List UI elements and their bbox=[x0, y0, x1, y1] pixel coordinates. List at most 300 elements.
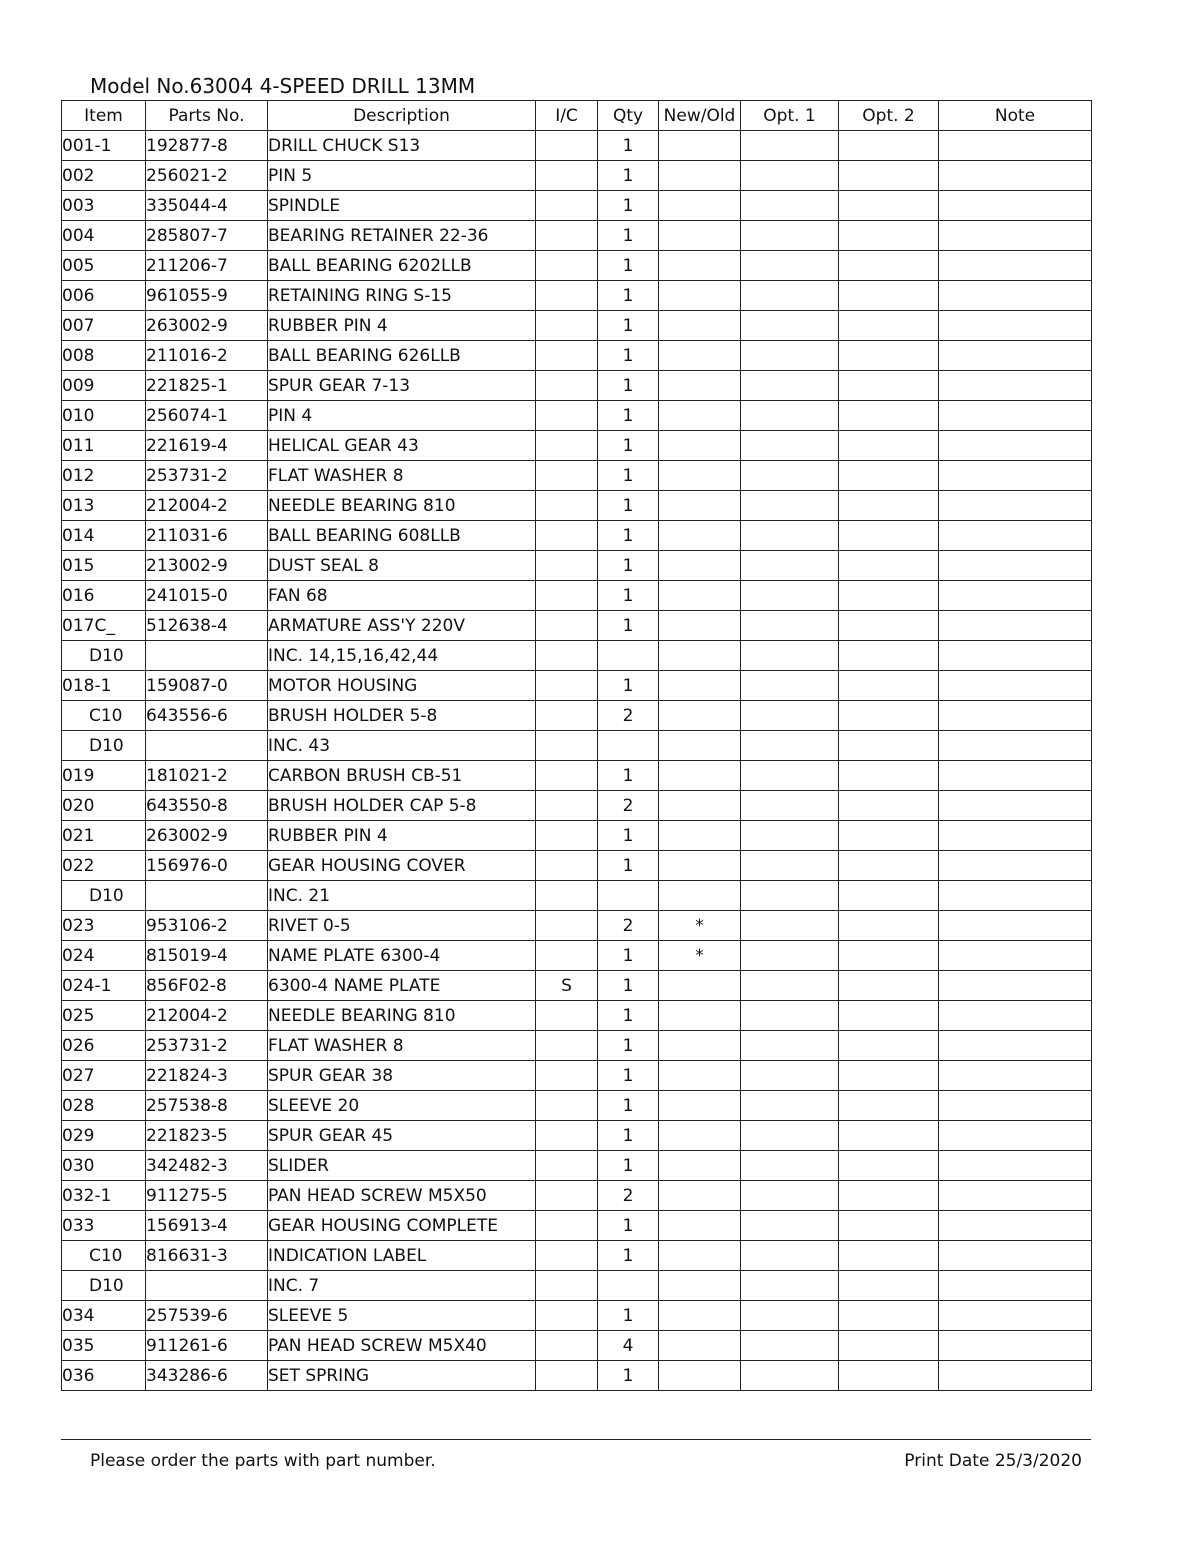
cell-parts-no: 343286-6 bbox=[146, 1361, 268, 1391]
cell-ic bbox=[536, 821, 598, 851]
cell-new-old bbox=[659, 131, 741, 161]
cell-ic bbox=[536, 371, 598, 401]
table-row bbox=[62, 461, 1092, 491]
footer-order-note: Please order the parts with part number. bbox=[90, 1451, 436, 1471]
cell-opt2 bbox=[839, 791, 939, 821]
cell-opt1 bbox=[741, 1331, 839, 1361]
cell-opt1 bbox=[741, 1271, 839, 1301]
table-header bbox=[62, 101, 1092, 131]
cell-item: 007 bbox=[62, 311, 146, 341]
cell-item: 002 bbox=[62, 161, 146, 191]
cell-qty: 1 bbox=[598, 431, 659, 461]
cell-opt1 bbox=[741, 971, 839, 1001]
cell-new-old bbox=[659, 1181, 741, 1211]
cell-opt1 bbox=[741, 491, 839, 521]
cell-note bbox=[939, 911, 1092, 941]
table-row bbox=[62, 491, 1092, 521]
footer-divider bbox=[61, 1439, 1091, 1440]
cell-qty: 1 bbox=[598, 671, 659, 701]
cell-parts-no: 156913-4 bbox=[146, 1211, 268, 1241]
cell-note bbox=[939, 251, 1092, 281]
cell-item: 017C_ bbox=[62, 611, 146, 641]
table-row bbox=[62, 581, 1092, 611]
table-row bbox=[62, 311, 1092, 341]
cell-new-old bbox=[659, 731, 741, 761]
cell-note bbox=[939, 1001, 1092, 1031]
cell-opt2 bbox=[839, 1121, 939, 1151]
cell-note bbox=[939, 131, 1092, 161]
table-row bbox=[62, 851, 1092, 881]
cell-ic bbox=[536, 431, 598, 461]
cell-new-old bbox=[659, 1271, 741, 1301]
table-row bbox=[62, 671, 1092, 701]
cell-opt1 bbox=[741, 791, 839, 821]
cell-opt2 bbox=[839, 701, 939, 731]
cell-qty: 1 bbox=[598, 341, 659, 371]
cell-opt2 bbox=[839, 131, 939, 161]
cell-new-old bbox=[659, 1151, 741, 1181]
cell-parts-no: 856F02-8 bbox=[146, 971, 268, 1001]
cell-ic bbox=[536, 1331, 598, 1361]
cell-item: 024 bbox=[62, 941, 146, 971]
cell-note bbox=[939, 761, 1092, 791]
cell-new-old bbox=[659, 1091, 741, 1121]
cell-qty: 1 bbox=[598, 281, 659, 311]
cell-item: 011 bbox=[62, 431, 146, 461]
cell-item: 003 bbox=[62, 191, 146, 221]
cell-item: 001-1 bbox=[62, 131, 146, 161]
table-row bbox=[62, 1211, 1092, 1241]
cell-description: NAME PLATE 6300-4 bbox=[268, 941, 536, 971]
cell-opt1 bbox=[741, 731, 839, 761]
cell-qty: 1 bbox=[598, 191, 659, 221]
table-row bbox=[62, 1241, 1092, 1271]
cell-parts-no: 911261-6 bbox=[146, 1331, 268, 1361]
cell-ic bbox=[536, 461, 598, 491]
cell-description: SET SPRING bbox=[268, 1361, 536, 1391]
cell-opt2 bbox=[839, 881, 939, 911]
cell-note bbox=[939, 371, 1092, 401]
cell-opt1 bbox=[741, 251, 839, 281]
table-row bbox=[62, 221, 1092, 251]
cell-qty: 1 bbox=[598, 1001, 659, 1031]
cell-description: PAN HEAD SCREW M5X40 bbox=[268, 1331, 536, 1361]
cell-ic bbox=[536, 281, 598, 311]
table-row bbox=[62, 1271, 1092, 1301]
cell-ic bbox=[536, 401, 598, 431]
table-row bbox=[62, 1181, 1092, 1211]
cell-ic bbox=[536, 761, 598, 791]
cell-note bbox=[939, 1211, 1092, 1241]
cell-note bbox=[939, 701, 1092, 731]
cell-note bbox=[939, 431, 1092, 461]
cell-opt2 bbox=[839, 611, 939, 641]
cell-new-old bbox=[659, 431, 741, 461]
cell-opt1 bbox=[741, 1001, 839, 1031]
cell-item: 035 bbox=[62, 1331, 146, 1361]
cell-new-old bbox=[659, 221, 741, 251]
cell-ic bbox=[536, 341, 598, 371]
cell-qty: 1 bbox=[598, 1151, 659, 1181]
cell-ic bbox=[536, 851, 598, 881]
cell-description: BALL BEARING 608LLB bbox=[268, 521, 536, 551]
cell-new-old bbox=[659, 191, 741, 221]
cell-opt1 bbox=[741, 941, 839, 971]
cell-opt1 bbox=[741, 281, 839, 311]
cell-description: PAN HEAD SCREW M5X50 bbox=[268, 1181, 536, 1211]
cell-description: DRILL CHUCK S13 bbox=[268, 131, 536, 161]
cell-opt2 bbox=[839, 821, 939, 851]
cell-item: 032-1 bbox=[62, 1181, 146, 1211]
cell-item: 004 bbox=[62, 221, 146, 251]
cell-opt1 bbox=[741, 1121, 839, 1151]
cell-parts-no: 181021-2 bbox=[146, 761, 268, 791]
cell-opt1 bbox=[741, 1031, 839, 1061]
cell-description: PIN 4 bbox=[268, 401, 536, 431]
cell-opt2 bbox=[839, 221, 939, 251]
table-row bbox=[62, 701, 1092, 731]
cell-note bbox=[939, 1151, 1092, 1181]
cell-note bbox=[939, 311, 1092, 341]
cell-opt2 bbox=[839, 191, 939, 221]
cell-qty: 1 bbox=[598, 821, 659, 851]
cell-item: D10 bbox=[62, 731, 146, 761]
cell-qty: 1 bbox=[598, 461, 659, 491]
cell-opt2 bbox=[839, 1361, 939, 1391]
cell-item: 026 bbox=[62, 1031, 146, 1061]
cell-ic bbox=[536, 191, 598, 221]
table-row bbox=[62, 1361, 1092, 1391]
cell-parts-no: 156976-0 bbox=[146, 851, 268, 881]
cell-note bbox=[939, 1361, 1092, 1391]
cell-note bbox=[939, 881, 1092, 911]
cell-description: BALL BEARING 6202LLB bbox=[268, 251, 536, 281]
cell-parts-no: 211031-6 bbox=[146, 521, 268, 551]
cell-opt2 bbox=[839, 851, 939, 881]
cell-note bbox=[939, 731, 1092, 761]
header-opt2: Opt. 2 bbox=[839, 101, 939, 131]
cell-opt1 bbox=[741, 521, 839, 551]
cell-description: BALL BEARING 626LLB bbox=[268, 341, 536, 371]
cell-note bbox=[939, 791, 1092, 821]
cell-parts-no: 263002-9 bbox=[146, 311, 268, 341]
cell-new-old bbox=[659, 611, 741, 641]
cell-item: 008 bbox=[62, 341, 146, 371]
table-row bbox=[62, 1061, 1092, 1091]
cell-opt2 bbox=[839, 251, 939, 281]
cell-qty: 1 bbox=[598, 401, 659, 431]
cell-description: BRUSH HOLDER 5-8 bbox=[268, 701, 536, 731]
cell-qty: 1 bbox=[598, 251, 659, 281]
cell-new-old bbox=[659, 281, 741, 311]
cell-opt1 bbox=[741, 1091, 839, 1121]
cell-qty bbox=[598, 641, 659, 671]
cell-new-old bbox=[659, 821, 741, 851]
cell-opt1 bbox=[741, 671, 839, 701]
cell-opt1 bbox=[741, 761, 839, 791]
cell-description: FLAT WASHER 8 bbox=[268, 461, 536, 491]
cell-description: INC. 7 bbox=[268, 1271, 536, 1301]
cell-description: FAN 68 bbox=[268, 581, 536, 611]
cell-opt2 bbox=[839, 1331, 939, 1361]
cell-parts-no bbox=[146, 731, 268, 761]
table-row bbox=[62, 1121, 1092, 1151]
cell-description: INC. 43 bbox=[268, 731, 536, 761]
header-ic: I/C bbox=[536, 101, 598, 131]
cell-new-old bbox=[659, 161, 741, 191]
cell-note bbox=[939, 221, 1092, 251]
cell-parts-no: 256074-1 bbox=[146, 401, 268, 431]
cell-item: D10 bbox=[62, 641, 146, 671]
cell-parts-no: 643550-8 bbox=[146, 791, 268, 821]
cell-parts-no: 253731-2 bbox=[146, 461, 268, 491]
cell-description: SLEEVE 5 bbox=[268, 1301, 536, 1331]
header-item: Item bbox=[62, 101, 146, 131]
table-row bbox=[62, 1091, 1092, 1121]
cell-opt1 bbox=[741, 581, 839, 611]
cell-ic bbox=[536, 881, 598, 911]
cell-description: SPUR GEAR 7-13 bbox=[268, 371, 536, 401]
table-row bbox=[62, 191, 1092, 221]
cell-parts-no: 512638-4 bbox=[146, 611, 268, 641]
cell-parts-no: 221824-3 bbox=[146, 1061, 268, 1091]
cell-parts-no bbox=[146, 1271, 268, 1301]
cell-note bbox=[939, 581, 1092, 611]
cell-item: 020 bbox=[62, 791, 146, 821]
cell-description: SPINDLE bbox=[268, 191, 536, 221]
cell-item: 022 bbox=[62, 851, 146, 881]
cell-ic bbox=[536, 581, 598, 611]
table-row bbox=[62, 431, 1092, 461]
cell-parts-no: 815019-4 bbox=[146, 941, 268, 971]
cell-note bbox=[939, 1271, 1092, 1301]
cell-parts-no: 159087-0 bbox=[146, 671, 268, 701]
cell-ic bbox=[536, 131, 598, 161]
cell-opt2 bbox=[839, 941, 939, 971]
cell-item: 010 bbox=[62, 401, 146, 431]
cell-new-old bbox=[659, 1241, 741, 1271]
cell-qty: 1 bbox=[598, 1031, 659, 1061]
cell-qty: 1 bbox=[598, 761, 659, 791]
header-parts-no: Parts No. bbox=[146, 101, 268, 131]
table-row bbox=[62, 911, 1092, 941]
cell-parts-no: 213002-9 bbox=[146, 551, 268, 581]
cell-opt1 bbox=[741, 221, 839, 251]
cell-description: PIN 5 bbox=[268, 161, 536, 191]
table-row bbox=[62, 401, 1092, 431]
cell-parts-no: 253731-2 bbox=[146, 1031, 268, 1061]
cell-new-old bbox=[659, 761, 741, 791]
cell-opt2 bbox=[839, 491, 939, 521]
cell-qty: 1 bbox=[598, 1211, 659, 1241]
cell-description: RUBBER PIN 4 bbox=[268, 311, 536, 341]
cell-qty: 1 bbox=[598, 491, 659, 521]
cell-parts-no: 212004-2 bbox=[146, 491, 268, 521]
cell-note bbox=[939, 671, 1092, 701]
table-row bbox=[62, 821, 1092, 851]
cell-new-old bbox=[659, 1001, 741, 1031]
table-row bbox=[62, 1151, 1092, 1181]
cell-note bbox=[939, 641, 1092, 671]
cell-new-old bbox=[659, 1211, 741, 1241]
cell-opt1 bbox=[741, 851, 839, 881]
cell-qty bbox=[598, 881, 659, 911]
cell-qty: 1 bbox=[598, 311, 659, 341]
table-row bbox=[62, 161, 1092, 191]
cell-opt2 bbox=[839, 581, 939, 611]
cell-qty bbox=[598, 731, 659, 761]
cell-opt1 bbox=[741, 701, 839, 731]
cell-parts-no: 263002-9 bbox=[146, 821, 268, 851]
cell-new-old bbox=[659, 491, 741, 521]
cell-opt1 bbox=[741, 371, 839, 401]
cell-parts-no: 256021-2 bbox=[146, 161, 268, 191]
cell-opt1 bbox=[741, 911, 839, 941]
cell-new-old bbox=[659, 971, 741, 1001]
cell-ic bbox=[536, 1271, 598, 1301]
cell-qty: 1 bbox=[598, 851, 659, 881]
cell-qty: 1 bbox=[598, 941, 659, 971]
cell-item: 012 bbox=[62, 461, 146, 491]
cell-new-old: * bbox=[659, 941, 741, 971]
cell-qty: 2 bbox=[598, 911, 659, 941]
cell-parts-no: 335044-4 bbox=[146, 191, 268, 221]
cell-parts-no: 221825-1 bbox=[146, 371, 268, 401]
cell-ic bbox=[536, 1061, 598, 1091]
cell-note bbox=[939, 401, 1092, 431]
cell-new-old bbox=[659, 461, 741, 491]
cell-description: HELICAL GEAR 43 bbox=[268, 431, 536, 461]
cell-opt2 bbox=[839, 1091, 939, 1121]
cell-description: SLEEVE 20 bbox=[268, 1091, 536, 1121]
cell-opt1 bbox=[741, 821, 839, 851]
cell-opt2 bbox=[839, 971, 939, 1001]
cell-opt1 bbox=[741, 1151, 839, 1181]
cell-ic bbox=[536, 791, 598, 821]
cell-parts-no: 192877-8 bbox=[146, 131, 268, 161]
cell-opt2 bbox=[839, 1271, 939, 1301]
cell-ic bbox=[536, 941, 598, 971]
cell-qty: 1 bbox=[598, 1061, 659, 1091]
cell-note bbox=[939, 1061, 1092, 1091]
cell-item: 021 bbox=[62, 821, 146, 851]
cell-description: 6300-4 NAME PLATE bbox=[268, 971, 536, 1001]
cell-new-old bbox=[659, 311, 741, 341]
cell-new-old bbox=[659, 1031, 741, 1061]
cell-qty: 4 bbox=[598, 1331, 659, 1361]
cell-new-old bbox=[659, 1331, 741, 1361]
cell-item: 036 bbox=[62, 1361, 146, 1391]
cell-ic bbox=[536, 1121, 598, 1151]
cell-item: 024-1 bbox=[62, 971, 146, 1001]
cell-item: 027 bbox=[62, 1061, 146, 1091]
cell-ic: S bbox=[536, 971, 598, 1001]
cell-opt2 bbox=[839, 1211, 939, 1241]
cell-qty: 1 bbox=[598, 1301, 659, 1331]
cell-opt2 bbox=[839, 431, 939, 461]
cell-parts-no: 285807-7 bbox=[146, 221, 268, 251]
cell-parts-no: 257538-8 bbox=[146, 1091, 268, 1121]
cell-parts-no: 241015-0 bbox=[146, 581, 268, 611]
cell-description: SPUR GEAR 45 bbox=[268, 1121, 536, 1151]
cell-item: 009 bbox=[62, 371, 146, 401]
cell-parts-no: 221619-4 bbox=[146, 431, 268, 461]
cell-note bbox=[939, 971, 1092, 1001]
table-row bbox=[62, 281, 1092, 311]
cell-opt2 bbox=[839, 641, 939, 671]
cell-note bbox=[939, 1181, 1092, 1211]
cell-parts-no: 961055-9 bbox=[146, 281, 268, 311]
cell-new-old bbox=[659, 581, 741, 611]
cell-qty: 1 bbox=[598, 371, 659, 401]
cell-opt1 bbox=[741, 311, 839, 341]
cell-description: GEAR HOUSING COVER bbox=[268, 851, 536, 881]
cell-opt1 bbox=[741, 431, 839, 461]
cell-qty: 1 bbox=[598, 611, 659, 641]
cell-new-old bbox=[659, 551, 741, 581]
cell-opt2 bbox=[839, 1001, 939, 1031]
cell-parts-no: 953106-2 bbox=[146, 911, 268, 941]
header-description: Description bbox=[268, 101, 536, 131]
cell-opt2 bbox=[839, 311, 939, 341]
cell-ic bbox=[536, 551, 598, 581]
cell-opt1 bbox=[741, 191, 839, 221]
cell-opt2 bbox=[839, 281, 939, 311]
cell-note bbox=[939, 1241, 1092, 1271]
cell-note bbox=[939, 1331, 1092, 1361]
cell-opt2 bbox=[839, 761, 939, 791]
cell-ic bbox=[536, 701, 598, 731]
cell-ic bbox=[536, 1001, 598, 1031]
cell-qty: 1 bbox=[598, 581, 659, 611]
cell-description: MOTOR HOUSING bbox=[268, 671, 536, 701]
table-row bbox=[62, 1031, 1092, 1061]
cell-item: 033 bbox=[62, 1211, 146, 1241]
cell-ic bbox=[536, 491, 598, 521]
table-row bbox=[62, 731, 1092, 761]
cell-new-old bbox=[659, 641, 741, 671]
cell-note bbox=[939, 281, 1092, 311]
cell-new-old bbox=[659, 521, 741, 551]
cell-item: 028 bbox=[62, 1091, 146, 1121]
cell-ic bbox=[536, 1241, 598, 1271]
cell-opt2 bbox=[839, 1301, 939, 1331]
cell-item: 019 bbox=[62, 761, 146, 791]
cell-opt1 bbox=[741, 341, 839, 371]
cell-new-old bbox=[659, 791, 741, 821]
cell-item: 013 bbox=[62, 491, 146, 521]
cell-new-old bbox=[659, 1301, 741, 1331]
cell-note bbox=[939, 551, 1092, 581]
cell-note bbox=[939, 341, 1092, 371]
cell-qty: 1 bbox=[598, 131, 659, 161]
cell-item: 014 bbox=[62, 521, 146, 551]
cell-new-old bbox=[659, 341, 741, 371]
cell-note bbox=[939, 521, 1092, 551]
cell-note bbox=[939, 461, 1092, 491]
cell-opt2 bbox=[839, 671, 939, 701]
cell-note bbox=[939, 1031, 1092, 1061]
cell-description: ARMATURE ASS'Y 220V bbox=[268, 611, 536, 641]
cell-opt2 bbox=[839, 731, 939, 761]
cell-note bbox=[939, 821, 1092, 851]
table-row bbox=[62, 761, 1092, 791]
cell-qty: 1 bbox=[598, 221, 659, 251]
cell-ic bbox=[536, 161, 598, 191]
cell-opt1 bbox=[741, 161, 839, 191]
cell-description: SPUR GEAR 38 bbox=[268, 1061, 536, 1091]
cell-new-old: * bbox=[659, 911, 741, 941]
